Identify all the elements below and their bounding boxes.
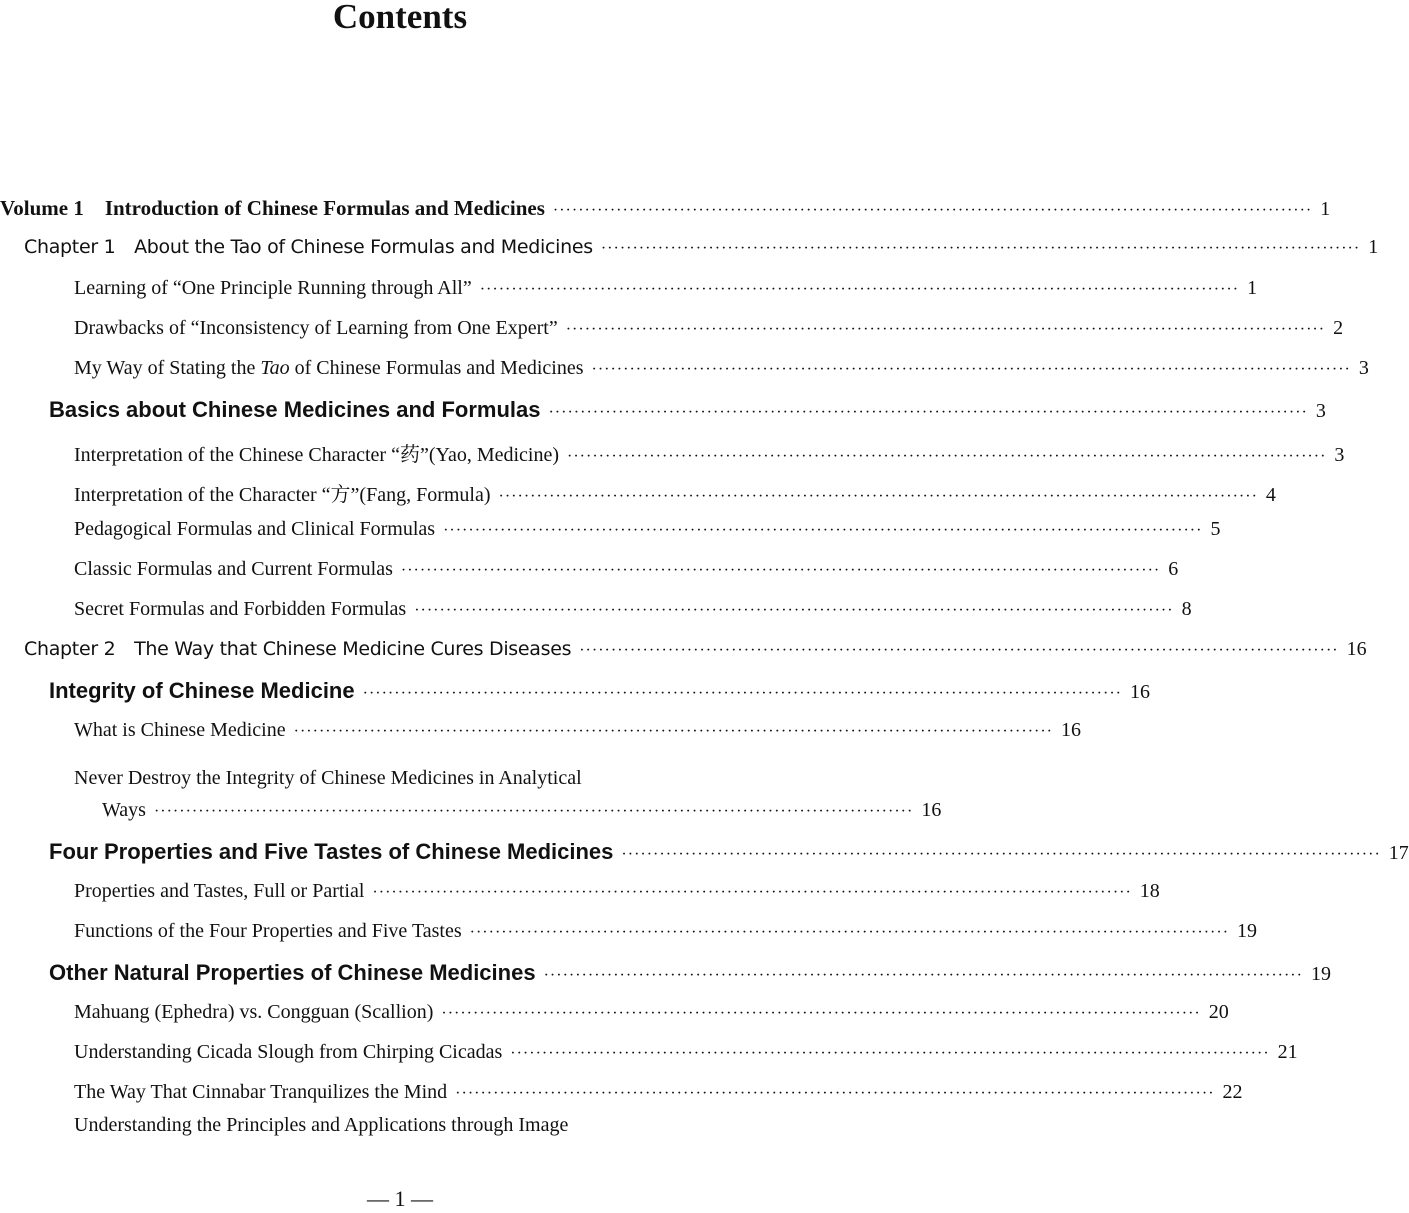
toc-item-entry[interactable]: [0, 1041, 1298, 1081]
leader-dots: ························································································································: [455, 1085, 1215, 1102]
toc-entry-page: 16: [921, 799, 942, 821]
leader-dots: ························································································································: [400, 562, 1161, 579]
toc-entry-label: Properties and Tastes, Full or Partial: [74, 880, 365, 902]
toc-entry-label: Understanding Cicada Slough from Chirping Cicadas: [74, 1041, 503, 1063]
toc-entry-label: Secret Formulas and Forbidden Formulas: [74, 598, 407, 620]
toc-entry-page: 4: [1265, 484, 1276, 506]
leader-dots: ························································································································: [498, 488, 1258, 505]
toc-entry-page: 2: [1333, 317, 1344, 339]
leader-dots: ························································································································: [565, 321, 1326, 338]
toc-entry-label: Chapter 2 The Way that Chinese Medicine Cures Diseases: [24, 638, 572, 660]
toc-item-entry[interactable]: [0, 558, 1179, 598]
toc-entry-page: 6: [1168, 558, 1179, 580]
toc-entry-label: Functions of the Four Properties and Five Tastes: [74, 920, 462, 942]
toc-entry-page: 8: [1181, 598, 1192, 620]
toc-entry-label-continued[interactable]: Understanding the Principles and Applications through Image: [74, 1114, 569, 1136]
leader-dots: ························································································································: [600, 240, 1361, 257]
toc-entry-label: Ways: [102, 799, 146, 821]
leader-dots: ························································································································: [293, 723, 1053, 740]
toc-entry-label-first-line[interactable]: Never Destroy the Integrity of Chinese Medicines in Analytical: [74, 767, 582, 789]
toc-chapter-entry[interactable]: [0, 236, 1379, 276]
leader-dots: ························································································································: [548, 404, 1308, 421]
toc-chapter-entry[interactable]: [0, 638, 1367, 678]
toc-item-entry[interactable]: [0, 799, 942, 839]
toc-item-entry[interactable]: [0, 518, 1221, 558]
toc-entry-label: Classic Formulas and Current Formulas: [74, 558, 393, 580]
toc-entry-label: Other Natural Properties of Chinese Medicines: [49, 960, 536, 985]
toc-item-entry[interactable]: [0, 357, 1369, 397]
toc-entry-page: 16: [1346, 638, 1367, 660]
leader-dots: ························································································································: [414, 602, 1174, 619]
toc-entry-label: Pedagogical Formulas and Clinical Formulas: [74, 518, 436, 540]
toc-entry-label: Integrity of Chinese Medicine: [49, 678, 355, 703]
toc-item-entry[interactable]: [0, 1001, 1229, 1041]
toc-entry-page: 17: [1388, 842, 1409, 864]
toc-entry-label: What is Chinese Medicine: [74, 719, 286, 741]
toc-entry-page: 22: [1222, 1081, 1243, 1103]
leader-dots: ························································································································: [469, 924, 1230, 941]
toc-entry-page: 3: [1334, 444, 1345, 466]
toc-entry-page: 16: [1061, 719, 1081, 741]
toc-entry-label: Drawbacks of “Inconsistency of Learning from One Expert”: [74, 317, 558, 339]
toc-item-entry[interactable]: [0, 277, 1258, 317]
toc-section-entry[interactable]: [0, 678, 1150, 718]
toc-section-entry[interactable]: [0, 960, 1331, 1000]
leader-dots: ························································································································: [591, 361, 1351, 378]
toc-entry-page: 1: [1320, 198, 1331, 220]
toc-entry-label: [74, 357, 583, 380]
toc-item-entry[interactable]: [0, 719, 1081, 759]
toc-entry-label: Chapter 1 About the Tao of Chinese Formulas and Medicines: [24, 236, 593, 258]
toc-label-emphasis: Tao: [260, 357, 290, 379]
leader-dots: ························································································································: [443, 522, 1203, 539]
toc-item-entry[interactable]: [0, 598, 1192, 638]
toc-label-part: My Way of Stating the: [74, 357, 261, 379]
leader-dots: ························································································································: [372, 884, 1132, 901]
toc-entry-page: 3: [1315, 400, 1326, 422]
toc-item-entry[interactable]: [0, 920, 1258, 960]
toc-entry-page: 18: [1139, 880, 1160, 902]
toc-entry-page: 19: [1310, 963, 1331, 985]
toc-entry-page: 19: [1237, 920, 1258, 942]
leader-dots: ························································································································: [543, 967, 1303, 984]
toc-item-entry[interactable]: [0, 478, 1276, 518]
toc-entry-label: Mahuang (Ephedra) vs. Congguan (Scallion): [74, 1001, 434, 1023]
toc-entry-page: 5: [1210, 518, 1221, 540]
leader-dots: ························································································································: [510, 1045, 1270, 1062]
toc-volume-entry[interactable]: [0, 196, 1331, 236]
toc-entry-label: Basics about Chinese Medicines and Formulas: [49, 397, 541, 422]
leader-dots: ························································································································: [362, 685, 1122, 702]
toc-entry-page: 1: [1247, 277, 1258, 299]
toc-entry-label: Volume 1 Introduction of Chinese Formulas and Medicines: [0, 196, 545, 220]
toc-entry-label: Interpretation of the Character “方”(Fang, Formula): [74, 484, 491, 506]
leader-dots: ························································································································: [479, 281, 1240, 298]
page-number-footer: — 1 —: [367, 1186, 433, 1211]
leader-dots: ························································································································: [441, 1005, 1201, 1022]
toc-item-entry[interactable]: [0, 317, 1344, 357]
toc-entry-page: 20: [1208, 1001, 1229, 1023]
leader-dots: ························································································································: [621, 846, 1381, 863]
toc-entry-label: Learning of “One Principle Running through All”: [74, 277, 472, 299]
page-title: Contents: [332, 0, 468, 36]
toc-entry-label: Four Properties and Five Tastes of Chinese Medicines: [49, 839, 614, 864]
toc-section-entry[interactable]: [0, 839, 1409, 879]
toc-label-part: of Chinese Formulas and Medicines: [289, 357, 584, 379]
leader-dots: ························································································································: [579, 642, 1339, 659]
toc-entry-label: Interpretation of the Chinese Character “药”(Yao, Medicine): [74, 444, 560, 466]
toc-item-entry[interactable]: [0, 880, 1160, 920]
leader-dots: ························································································································: [153, 803, 914, 820]
toc-entry-page: 21: [1277, 1041, 1298, 1063]
toc-item-entry[interactable]: [0, 438, 1345, 478]
leader-dots: ························································································································: [552, 202, 1313, 219]
toc-entry-page: 1: [1368, 236, 1379, 258]
toc-section-entry[interactable]: [0, 397, 1326, 437]
toc-entry-label: The Way That Cinnabar Tranquilizes the Mind: [74, 1081, 448, 1103]
toc-entry-page: 16: [1129, 681, 1150, 703]
leader-dots: ························································································································: [567, 448, 1327, 465]
toc-entry-page: 3: [1358, 357, 1369, 379]
